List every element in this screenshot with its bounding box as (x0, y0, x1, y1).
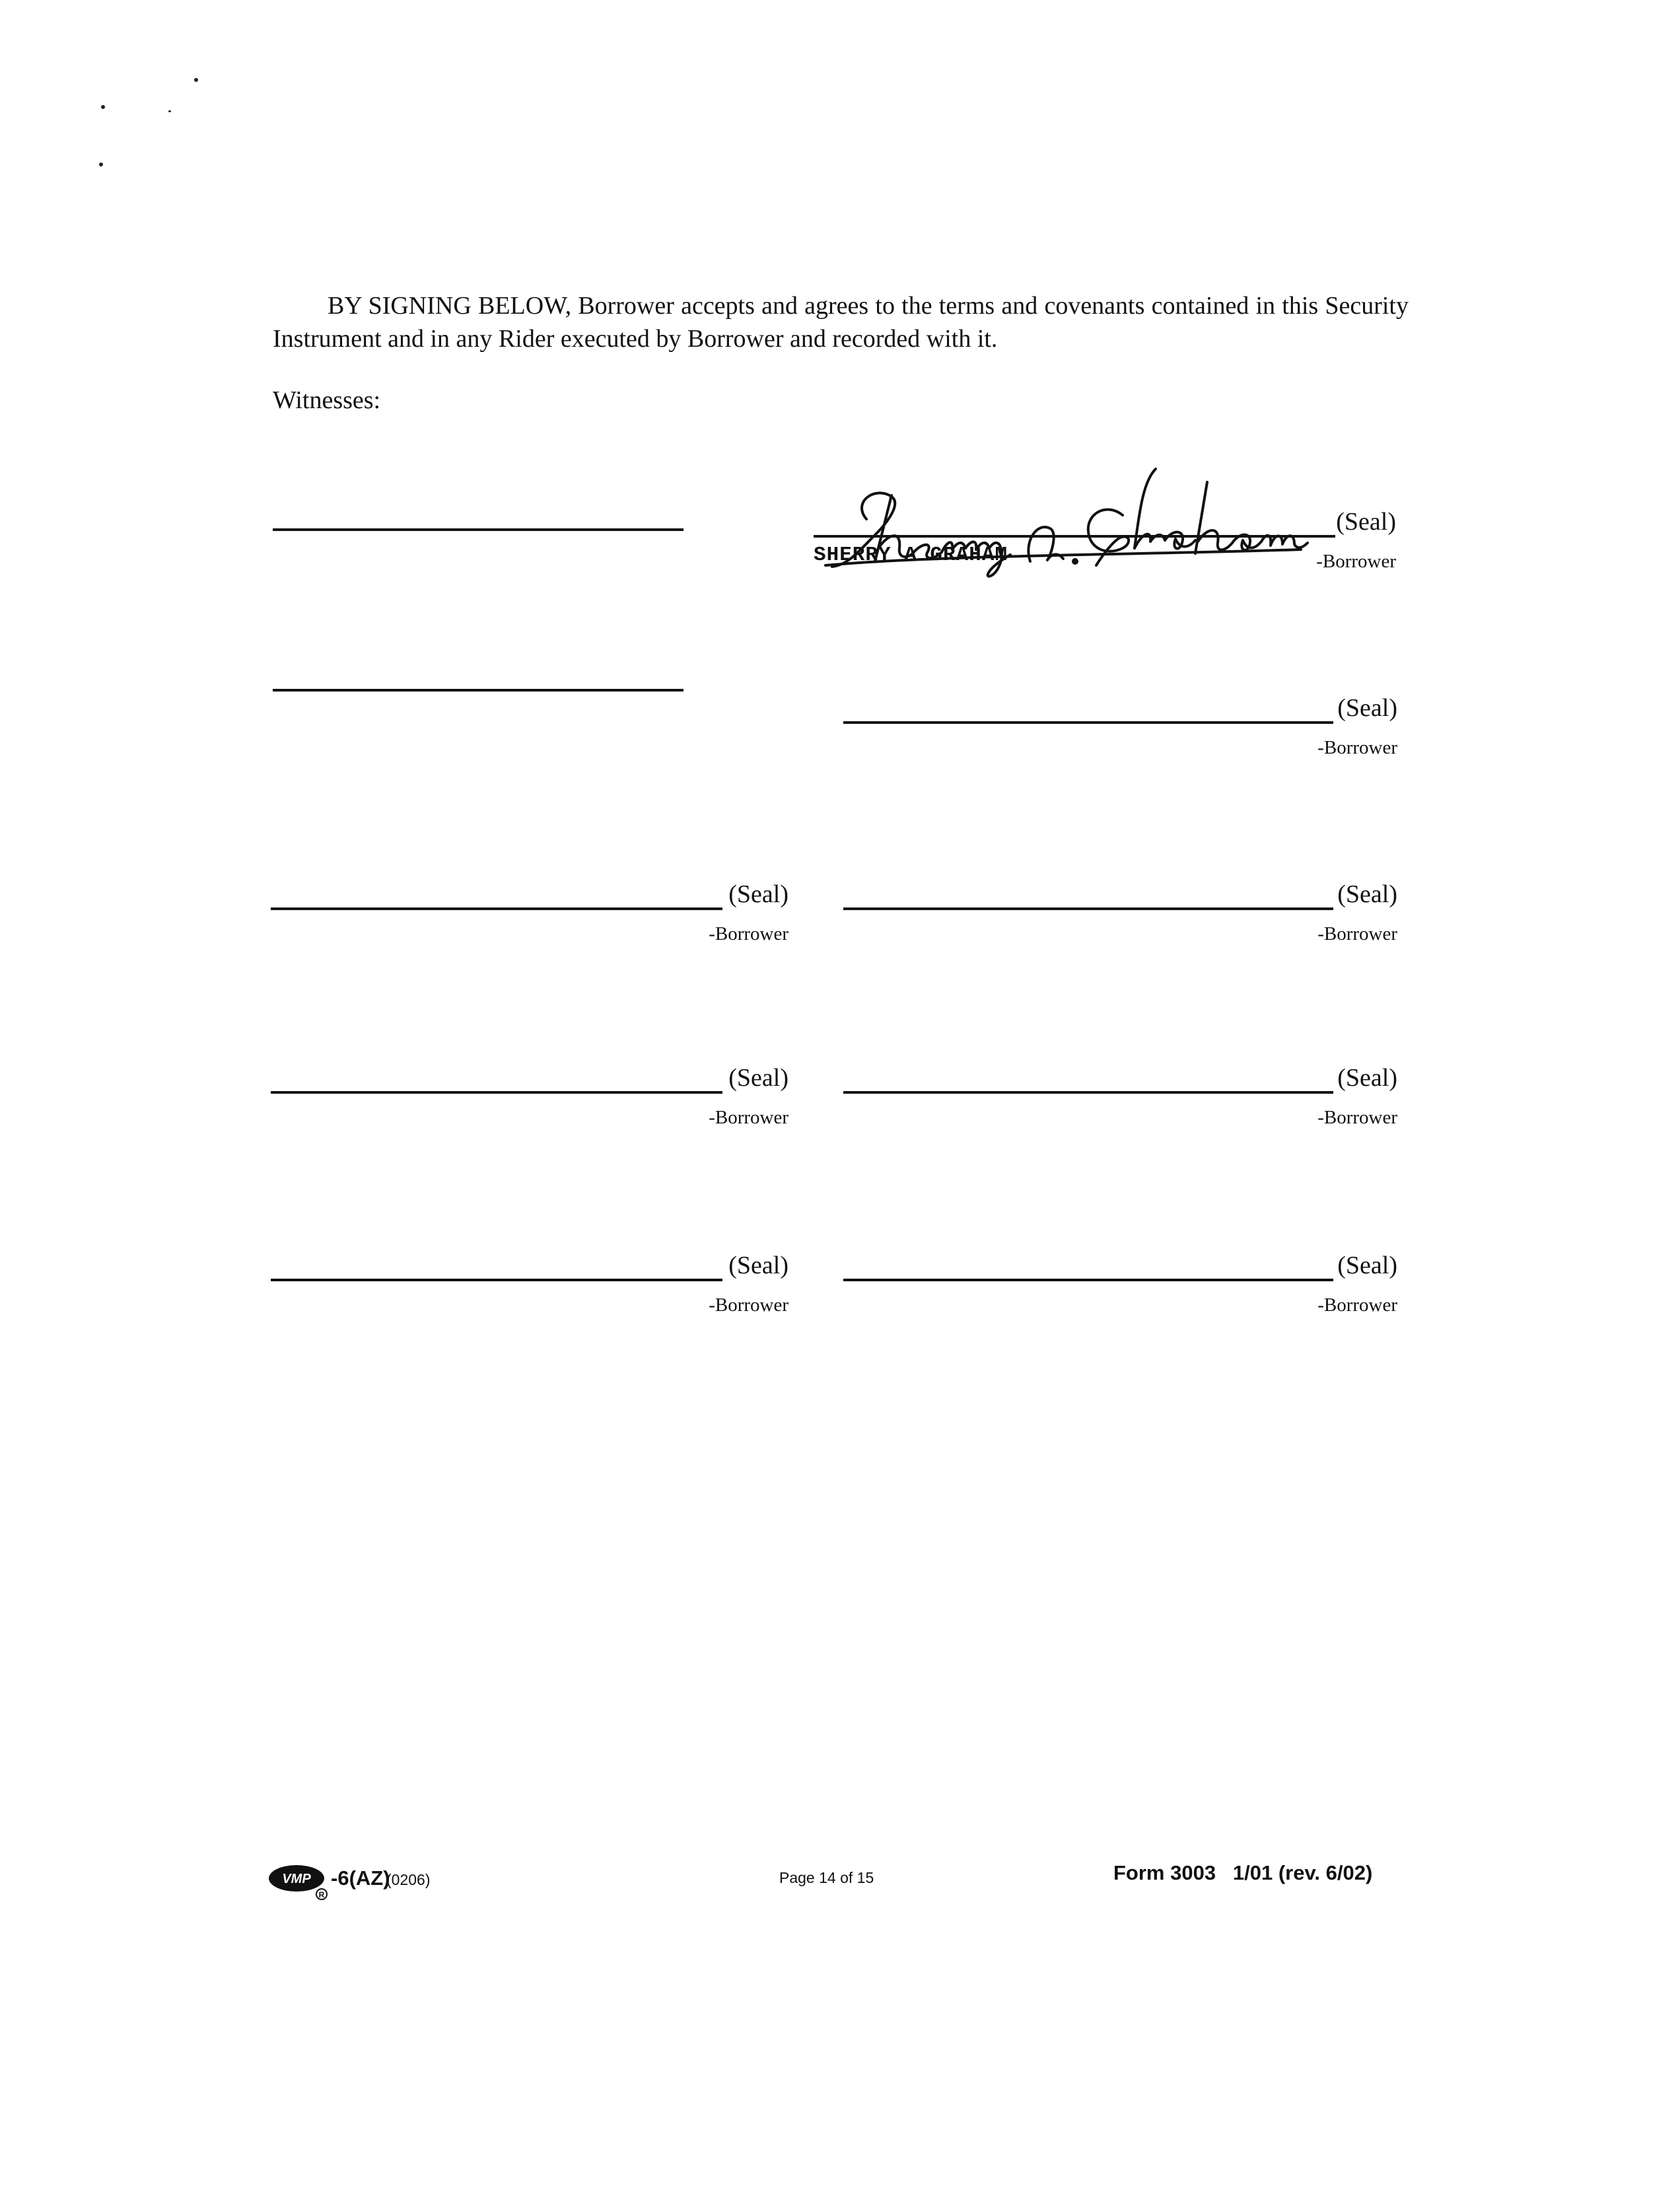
signature-line[interactable] (843, 721, 1333, 724)
signature-line[interactable] (843, 1091, 1333, 1094)
form-number: Form 3003 1/01 (rev. 6/02) (1113, 1861, 1373, 1884)
form-date-code: (0206) (386, 1871, 431, 1888)
seal-label: (Seal) (728, 1064, 788, 1092)
witness-signature-line[interactable] (273, 528, 683, 531)
seal-label: (Seal) (728, 1252, 788, 1279)
seal-label: (Seal) (1337, 1252, 1397, 1279)
borrower-label: -Borrower (1317, 1107, 1397, 1128)
witness-signature-line[interactable] (273, 689, 683, 691)
signature-line[interactable] (843, 907, 1333, 910)
scan-speck (194, 78, 198, 82)
borrower-label: -Borrower (1317, 1294, 1397, 1316)
borrower-signature-block (271, 880, 788, 974)
form-code: -6(AZ) (331, 1866, 390, 1890)
borrower-label: -Borrower (1317, 923, 1397, 944)
borrower-label: -Borrower (709, 1107, 788, 1128)
borrower-signature-block (843, 1064, 1397, 1157)
signature-line[interactable] (271, 1091, 722, 1094)
seal-label: (Seal) (1337, 880, 1397, 908)
page-number: Page 14 of 15 (779, 1869, 874, 1886)
seal-label: (Seal) (728, 880, 788, 908)
seal-label: (Seal) (1337, 694, 1397, 722)
scan-speck (99, 162, 103, 166)
borrower-label: -Borrower (1316, 551, 1396, 572)
borrower-signature-block (271, 1252, 788, 1345)
witnesses-label: Witnesses: (273, 386, 381, 414)
signer-printed-name: SHERRY A GRAHAM (814, 544, 1008, 567)
signature-line[interactable] (271, 907, 722, 910)
borrower-signature-block (271, 1064, 788, 1157)
borrower-signature-block (843, 880, 1397, 974)
seal-label: (Seal) (1337, 1064, 1397, 1092)
signature-line[interactable] (271, 1279, 722, 1281)
svg-text:VMP: VMP (282, 1872, 311, 1886)
signature-line[interactable] (814, 535, 1335, 538)
borrower-label: -Borrower (709, 923, 788, 944)
signature-line[interactable] (843, 1279, 1333, 1281)
borrower-label: -Borrower (1317, 737, 1397, 758)
borrower-label: -Borrower (709, 1294, 788, 1316)
borrower-signature-block (843, 694, 1397, 787)
scan-speck (101, 105, 105, 109)
scan-speck (168, 110, 171, 112)
svg-text:R: R (318, 1890, 325, 1899)
vmp-logo-icon (267, 1861, 333, 1901)
seal-label: (Seal) (1336, 508, 1396, 536)
borrower-signature-block (843, 1252, 1397, 1345)
borrower-signature-block (814, 508, 1396, 601)
signing-statement: BY SIGNING BELOW, Borrower accepts and agrees to the terms and covenants contained in this Security Instrument and in any Rider executed by Borrower and recorded with it. (273, 292, 1409, 353)
